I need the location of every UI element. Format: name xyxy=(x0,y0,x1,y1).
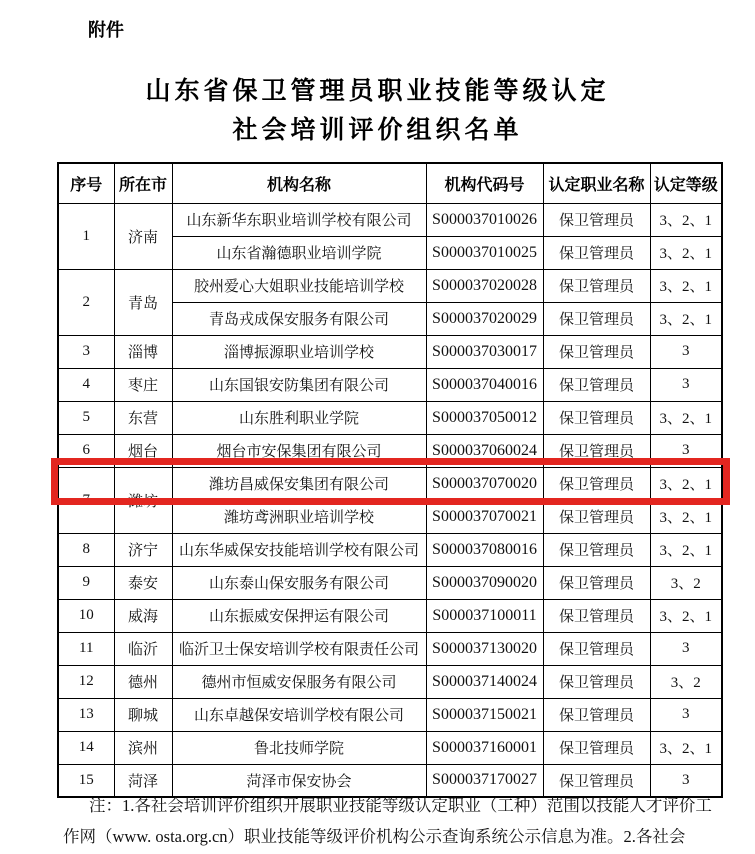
cell-seq-no: 12 xyxy=(58,665,114,698)
cell-city: 潍坊 xyxy=(114,467,172,533)
cell-org-code: S000037010026 xyxy=(426,203,543,236)
cell-org-code: S000037160001 xyxy=(426,731,543,764)
cell-org-name: 山东泰山保安服务有限公司 xyxy=(172,566,426,599)
cell-org-code: S000037040016 xyxy=(426,368,543,401)
cell-grade: 3、2、1 xyxy=(650,467,722,500)
cell-occupation: 保卫管理员 xyxy=(543,698,650,731)
cell-seq-no: 11 xyxy=(58,632,114,665)
cell-occupation: 保卫管理员 xyxy=(543,203,650,236)
cell-seq-no: 13 xyxy=(58,698,114,731)
cell-org-name: 山东国银安防集团有限公司 xyxy=(172,368,426,401)
table-row xyxy=(58,335,722,368)
org-table xyxy=(57,162,723,798)
cell-org-name: 菏泽市保安协会 xyxy=(172,764,426,797)
cell-org-name: 烟台市安保集团有限公司 xyxy=(172,434,426,467)
cell-grade: 3 xyxy=(650,368,722,401)
footnote-line-2: 作网（www. osta.org.cn）职业技能等级评价机构公示查询系统公示信息为准。2.各社会 xyxy=(63,827,686,846)
cell-grade: 3、2 xyxy=(650,665,722,698)
column-header: 机构名称 xyxy=(172,163,426,203)
cell-org-name: 鲁北技师学院 xyxy=(172,731,426,764)
cell-seq-no: 9 xyxy=(58,566,114,599)
cell-org-name: 淄博振源职业培训学校 xyxy=(172,335,426,368)
column-header: 认定职业名称 xyxy=(543,163,650,203)
cell-city: 烟台 xyxy=(114,434,172,467)
table-row xyxy=(58,566,722,599)
cell-occupation: 保卫管理员 xyxy=(543,368,650,401)
cell-grade: 3 xyxy=(650,434,722,467)
org-table-wrap xyxy=(57,162,721,798)
cell-seq-no: 15 xyxy=(58,764,114,797)
cell-org-name: 德州市恒威安保服务有限公司 xyxy=(172,665,426,698)
cell-seq-no: 10 xyxy=(58,599,114,632)
cell-org-name: 潍坊昌威保安集团有限公司 xyxy=(172,467,426,500)
cell-city: 临沂 xyxy=(114,632,172,665)
cell-grade: 3、2、1 xyxy=(650,236,722,269)
cell-grade: 3、2 xyxy=(650,566,722,599)
column-header: 序号 xyxy=(58,163,114,203)
cell-grade: 3、2、1 xyxy=(650,203,722,236)
cell-org-code: S000037150021 xyxy=(426,698,543,731)
cell-org-code: S000037080016 xyxy=(426,533,543,566)
footnotes xyxy=(63,790,725,852)
table-row xyxy=(58,599,722,632)
cell-grade: 3 xyxy=(650,632,722,665)
cell-city: 济宁 xyxy=(114,533,172,566)
table-row xyxy=(58,533,722,566)
cell-org-code: S000037170027 xyxy=(426,764,543,797)
cell-grade: 3 xyxy=(650,335,722,368)
cell-city: 威海 xyxy=(114,599,172,632)
cell-occupation: 保卫管理员 xyxy=(543,500,650,533)
table-row xyxy=(58,203,722,236)
cell-org-code: S000037090020 xyxy=(426,566,543,599)
page-title-line2: 社会培训评价组织名单 xyxy=(232,116,523,144)
cell-seq-no: 5 xyxy=(58,401,114,434)
cell-org-code: S000037020029 xyxy=(426,302,543,335)
cell-org-code: S000037030017 xyxy=(426,335,543,368)
table-row xyxy=(58,632,722,665)
cell-org-code: S000037050012 xyxy=(426,401,543,434)
cell-city: 菏泽 xyxy=(114,764,172,797)
cell-grade: 3、2、1 xyxy=(650,731,722,764)
cell-seq-no: 8 xyxy=(58,533,114,566)
cell-org-code: S000037140024 xyxy=(426,665,543,698)
cell-occupation: 保卫管理员 xyxy=(543,599,650,632)
cell-city: 德州 xyxy=(114,665,172,698)
cell-seq-no: 4 xyxy=(58,368,114,401)
cell-org-code: S000037010025 xyxy=(426,236,543,269)
table-row xyxy=(58,467,722,500)
column-header: 机构代码号 xyxy=(426,163,543,203)
cell-org-name: 胶州爱心大姐职业技能培训学校 xyxy=(172,269,426,302)
cell-occupation: 保卫管理员 xyxy=(543,269,650,302)
cell-org-name: 山东振威安保押运有限公司 xyxy=(172,599,426,632)
cell-grade: 3、2、1 xyxy=(650,500,722,533)
cell-city: 淄博 xyxy=(114,335,172,368)
table-header-row xyxy=(58,163,722,203)
cell-seq-no: 1 xyxy=(58,203,114,269)
cell-occupation: 保卫管理员 xyxy=(543,236,650,269)
attachment-label: 附件 xyxy=(88,20,124,40)
cell-grade: 3、2、1 xyxy=(650,599,722,632)
table-row xyxy=(58,269,722,302)
cell-org-code: S000037070020 xyxy=(426,467,543,500)
column-header: 所在市 xyxy=(114,163,172,203)
cell-city: 泰安 xyxy=(114,566,172,599)
table-row xyxy=(58,368,722,401)
cell-grade: 3、2、1 xyxy=(650,401,722,434)
cell-org-name: 临沂卫士保安培训学校有限责任公司 xyxy=(172,632,426,665)
cell-occupation: 保卫管理员 xyxy=(543,302,650,335)
footnote-line-1: 注：1.各社会培训评价组织开展职业技能等级认定职业（工种）范围以技能人才评价工 xyxy=(89,796,712,815)
cell-org-code: S000037100011 xyxy=(426,599,543,632)
column-header: 认定等级 xyxy=(650,163,722,203)
cell-city: 滨州 xyxy=(114,731,172,764)
cell-seq-no: 6 xyxy=(58,434,114,467)
table-row xyxy=(58,401,722,434)
cell-seq-no: 3 xyxy=(58,335,114,368)
cell-city: 青岛 xyxy=(114,269,172,335)
cell-grade: 3、2、1 xyxy=(650,269,722,302)
cell-grade: 3 xyxy=(650,764,722,797)
cell-org-code: S000037130020 xyxy=(426,632,543,665)
cell-grade: 3 xyxy=(650,698,722,731)
cell-occupation: 保卫管理员 xyxy=(543,335,650,368)
cell-org-code: S000037070021 xyxy=(426,500,543,533)
cell-seq-no: 14 xyxy=(58,731,114,764)
cell-org-name: 山东胜利职业学院 xyxy=(172,401,426,434)
cell-city: 聊城 xyxy=(114,698,172,731)
page-title xyxy=(0,72,755,150)
cell-city: 东营 xyxy=(114,401,172,434)
cell-city: 枣庄 xyxy=(114,368,172,401)
cell-org-name: 山东新华东职业培训学校有限公司 xyxy=(172,203,426,236)
cell-occupation: 保卫管理员 xyxy=(543,434,650,467)
cell-occupation: 保卫管理员 xyxy=(543,764,650,797)
cell-org-code: S000037060024 xyxy=(426,434,543,467)
page-title-line1: 山东省保卫管理员职业技能等级认定 xyxy=(145,77,610,105)
cell-occupation: 保卫管理员 xyxy=(543,731,650,764)
cell-city: 济南 xyxy=(114,203,172,269)
cell-occupation: 保卫管理员 xyxy=(543,632,650,665)
cell-org-code: S000037020028 xyxy=(426,269,543,302)
table-row xyxy=(58,434,722,467)
cell-seq-no: 2 xyxy=(58,269,114,335)
cell-occupation: 保卫管理员 xyxy=(543,665,650,698)
cell-occupation: 保卫管理员 xyxy=(543,566,650,599)
cell-org-name: 山东华威保安技能培训学校有限公司 xyxy=(172,533,426,566)
table-row xyxy=(58,731,722,764)
cell-grade: 3、2、1 xyxy=(650,533,722,566)
cell-org-name: 山东省瀚德职业培训学院 xyxy=(172,236,426,269)
cell-occupation: 保卫管理员 xyxy=(543,533,650,566)
cell-org-name: 山东卓越保安培训学校有限公司 xyxy=(172,698,426,731)
cell-org-name: 青岛戎成保安服务有限公司 xyxy=(172,302,426,335)
table-row xyxy=(58,665,722,698)
cell-occupation: 保卫管理员 xyxy=(543,401,650,434)
table-row xyxy=(58,698,722,731)
cell-seq-no: 7 xyxy=(58,467,114,533)
cell-grade: 3、2、1 xyxy=(650,302,722,335)
cell-occupation: 保卫管理员 xyxy=(543,467,650,500)
cell-org-name: 潍坊鸢洲职业培训学校 xyxy=(172,500,426,533)
